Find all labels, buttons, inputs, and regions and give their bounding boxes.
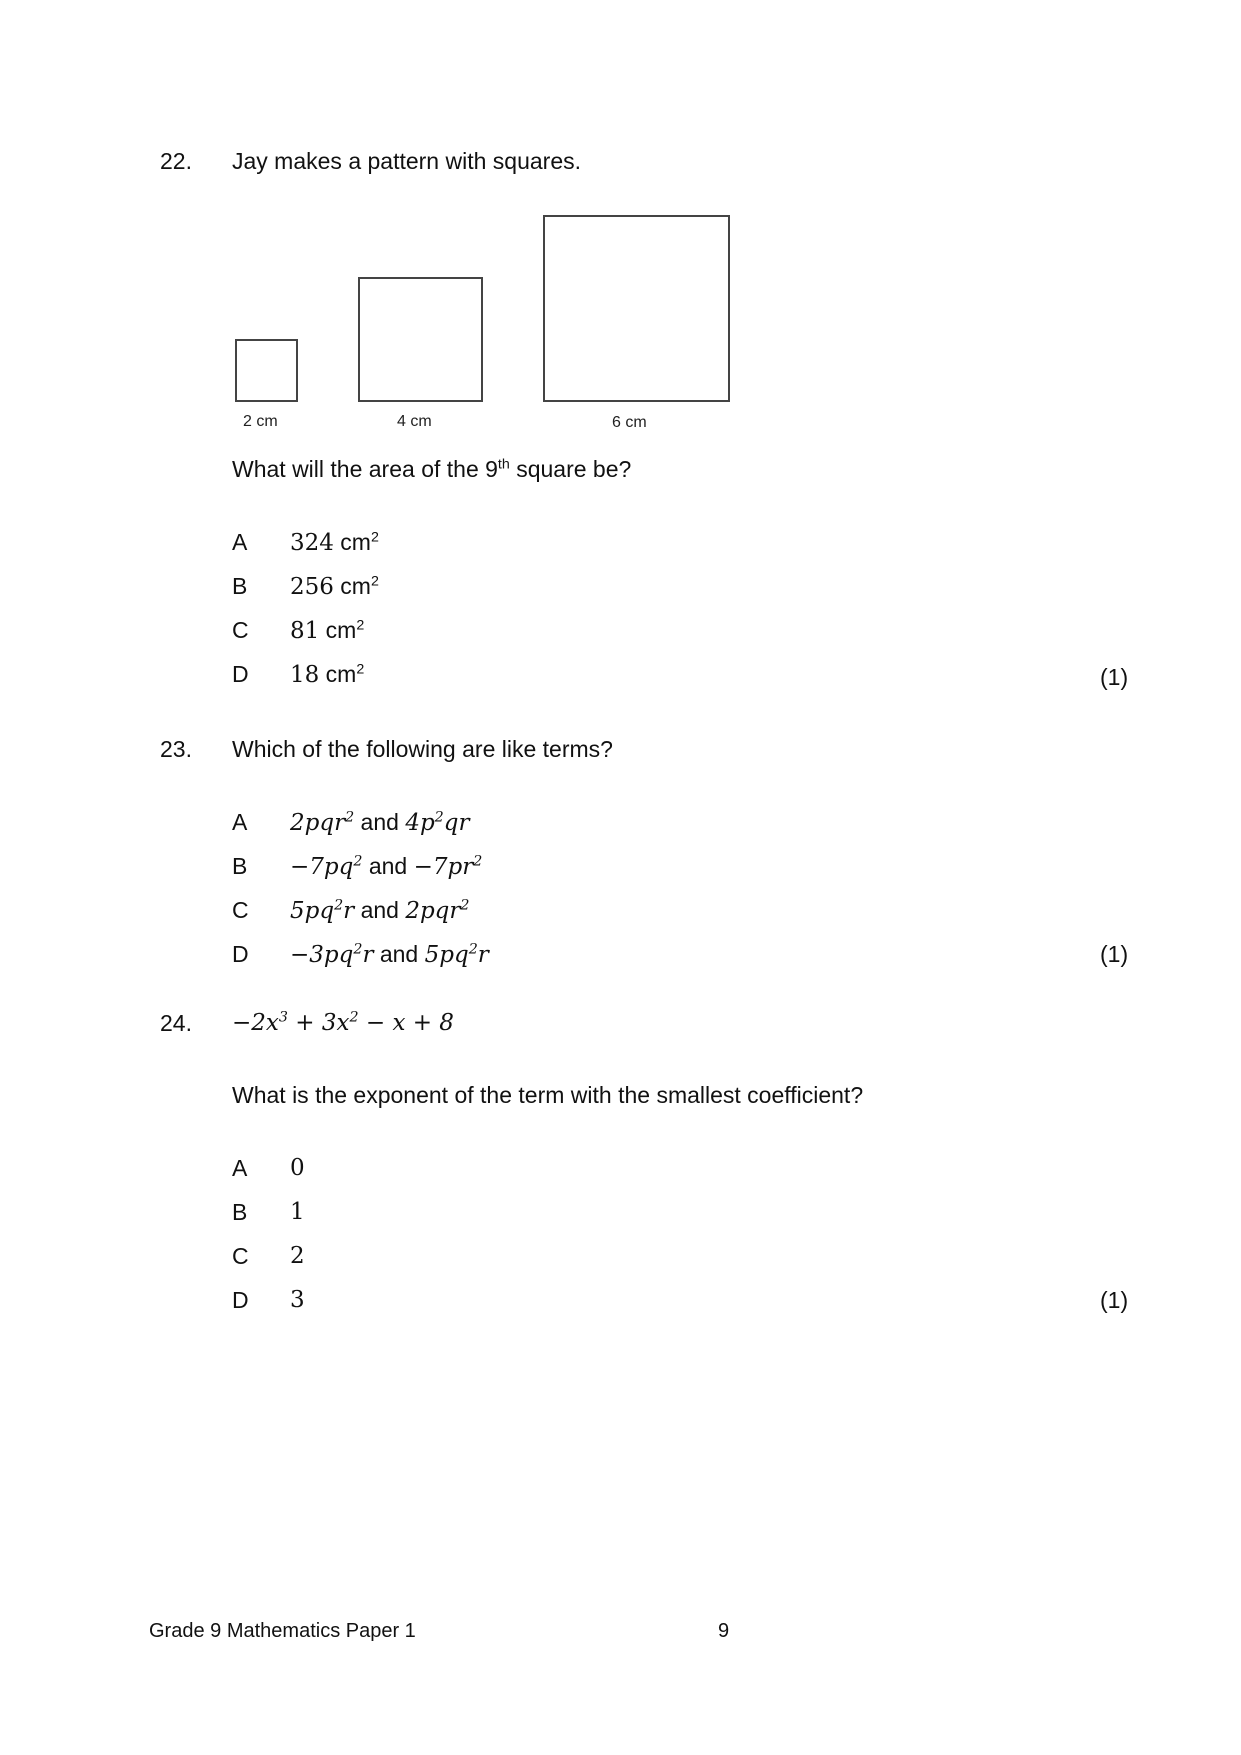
square-small-label: 2 cm [243, 413, 278, 430]
square-small [235, 339, 298, 402]
option-letter: C [232, 897, 249, 923]
question-24-marks: (1) [1100, 1287, 1129, 1313]
option-unit: cm [325, 661, 357, 687]
option-c-value: 2 [290, 1243, 305, 1269]
footer-title: Grade 9 Mathematics Paper 1 [149, 1620, 416, 1642]
square-medium [358, 277, 483, 402]
option-number: 81 [290, 618, 320, 644]
prompt-text-end: square be? [509, 456, 632, 482]
question-22-marks: (1) [1100, 664, 1129, 690]
square-medium-label: 4 cm [397, 413, 432, 430]
option-unit: cm [340, 573, 371, 599]
option-number: 18 [290, 662, 320, 688]
option-d-value: 3 [290, 1287, 305, 1313]
conjunction: and [360, 809, 399, 835]
option-b-value: 1 [290, 1199, 305, 1225]
option-a-expression: 2pqr$^2$ and $4p^2qr$ [290, 809, 470, 836]
question-23-number: 23. [160, 736, 192, 762]
option-letter: C [232, 1243, 249, 1269]
option-a-value: 0 [290, 1155, 305, 1181]
square-large-label: 6 cm [612, 414, 647, 431]
option-d-expression: $-3pq^2r$ and $5pq^2r$ [290, 941, 489, 968]
page-number: 9 [718, 1620, 730, 1642]
option-b-expression: $-7pq^2$ and $-7pr^2$ [290, 853, 483, 880]
conjunction: and [360, 897, 399, 923]
option-number: 256 [290, 574, 334, 600]
option-exponent: 2 [370, 529, 379, 546]
option-letter: C [232, 617, 249, 643]
question-24-expression: $-2x^3 + 3x^2 - x + 8$ [232, 1009, 454, 1036]
prompt-text: What will the area of the 9 [232, 456, 498, 482]
conjunction: and [368, 853, 408, 879]
question-23-marks: (1) [1100, 941, 1129, 967]
question-22-number: 22. [160, 148, 192, 174]
question-22-stem: Jay makes a pattern with squares. [232, 148, 581, 174]
ordinal-suffix: th [497, 456, 510, 473]
option-letter: A [232, 1155, 248, 1181]
option-b-value [290, 573, 379, 600]
question-23-stem: Which of the following are like terms? [232, 736, 613, 762]
option-letter: B [232, 853, 248, 879]
option-letter: A [232, 529, 248, 555]
conjunction: and [379, 941, 419, 967]
option-exponent: 2 [370, 573, 379, 590]
option-exponent: 2 [356, 617, 365, 634]
option-letter: B [232, 1199, 248, 1225]
option-c-value [290, 617, 364, 644]
option-unit: cm [340, 529, 371, 555]
option-letter: D [232, 1287, 249, 1313]
option-letter: A [232, 809, 248, 835]
option-c-expression: $5pq^2r$ and 2pqr$^2$ [290, 897, 470, 924]
question-24-prompt: What is the exponent of the term with the smallest coefficient? [232, 1082, 864, 1108]
option-d-value [290, 661, 364, 688]
question-22-prompt [232, 456, 631, 483]
question-24-number: 24. [160, 1010, 192, 1036]
option-number: 324 [290, 530, 334, 556]
option-letter: B [232, 573, 248, 599]
square-large [543, 215, 730, 402]
option-letter: D [232, 941, 249, 967]
option-unit: cm [325, 617, 357, 643]
option-letter: D [232, 661, 249, 687]
option-exponent: 2 [356, 661, 365, 678]
option-a-value [290, 529, 379, 556]
